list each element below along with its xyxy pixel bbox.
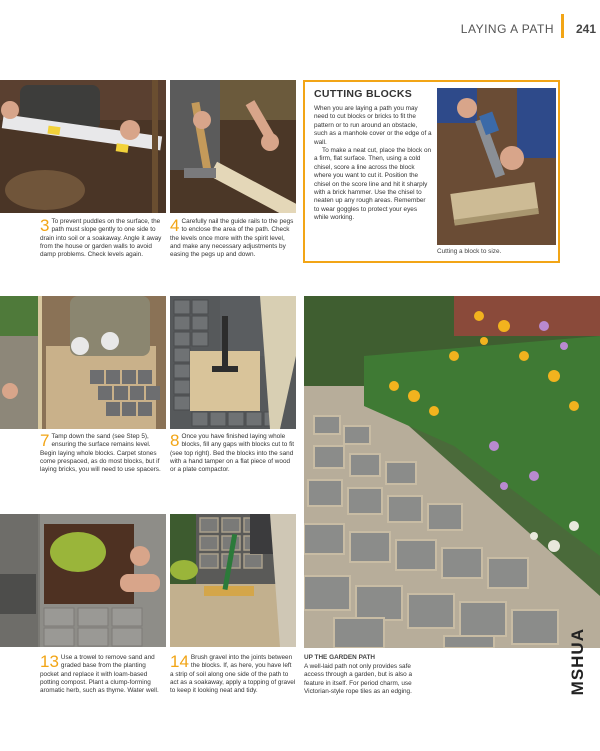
photo-step-3 — [0, 80, 166, 213]
photo-step-13 — [0, 514, 166, 647]
step-3-caption — [40, 218, 166, 259]
cutting-blocks-text — [314, 105, 432, 223]
step-7-number: 7 — [40, 431, 50, 450]
cutting-blocks-panel — [303, 80, 560, 263]
cutting-blocks-caption: Cutting a block to size. — [437, 248, 502, 255]
page-number: 241 — [575, 22, 596, 36]
step-3-text: To prevent puddles on the surface, the path must slope gently to one side to drain into soil or a soakaway. Angle it away from the house or garden walls to avoid damp problems. Check levels again. — [40, 218, 162, 259]
step-7-caption — [40, 433, 166, 474]
garden-path-text: A well-laid path not only provides safe access through a garden, but is also a feature in itself. For period charm, use Victorian-style rope tiles as an edging. — [304, 663, 412, 695]
garden-path-photo — [304, 296, 600, 648]
photo-step-4 — [170, 80, 296, 213]
photo-step-7 — [0, 296, 166, 429]
cutting-blocks-paragraph-1: When you are laying a path you may need to cut blocks or bricks to fit the pattern or to run around an obstacle, such as a manhole cover or the edge of a wall. — [314, 105, 432, 146]
step-7-text: Tamp down the sand (see Step 5), ensuring the surface remains level. Begin laying whole blocks. Carpet stones come prespaced, as do most blocks, but if laying bricks, you will need to use spacers. — [40, 433, 161, 474]
step-13-number: 13 — [40, 652, 59, 671]
step-8-caption — [170, 433, 296, 474]
step-8-text: Once you have finished laying whole blocks, fill any gaps with blocks cut to fit (see top right). Bed the blocks into the sand with a hand tamper on a flat piece of wood or a plate compactor. — [170, 433, 295, 474]
header-divider — [561, 14, 564, 38]
step-13-text: Use a trowel to remove sand and graded base from the planting pocket and replace it with loam-based potting compost. Plant a clump-forming aromatic herb, such as thyme. Water well. — [40, 654, 159, 695]
step-14-caption — [170, 654, 296, 695]
step-13-caption — [40, 654, 166, 695]
cutting-block-photo — [437, 88, 556, 245]
photo-step-14 — [170, 514, 296, 647]
step-14-text: Brush gravel into the joints between the blocks. If, as here, you have left a strip of soil along one side of the path to act as a soakaway, apply a topping of gravel to keep it looking neat and tidy. — [170, 654, 296, 695]
photo-step-8 — [170, 296, 296, 429]
cutting-blocks-title: CUTTING BLOCKS — [314, 88, 413, 100]
cutting-blocks-paragraph-2: To make a neat cut, place the block on a firm, flat surface. Then, using a cold chisel, score a line across the block where you want to cut it. Position the chisel on the score line and hit it sharply with a brick hammer. Use the chisel to neaten up any rough areas. Remember to wear goggles to protect your eyes while working. — [314, 147, 432, 222]
side-watermark: MSHUA — [568, 628, 587, 696]
section-title: LAYING A PATH — [460, 22, 554, 36]
step-14-number: 14 — [170, 652, 189, 671]
step-4-text: Carefully nail the guide rails to the pegs to enclose the area of the path. Check the levels once more with the spirit level, and make any necessary adjustments by easing the pegs up and down. — [170, 218, 294, 259]
step-4-caption — [170, 218, 296, 259]
step-4-number: 4 — [170, 216, 180, 235]
step-3-number: 3 — [40, 216, 50, 235]
garden-path-title: UP THE GARDEN PATH — [304, 654, 376, 661]
step-8-number: 8 — [170, 431, 180, 450]
